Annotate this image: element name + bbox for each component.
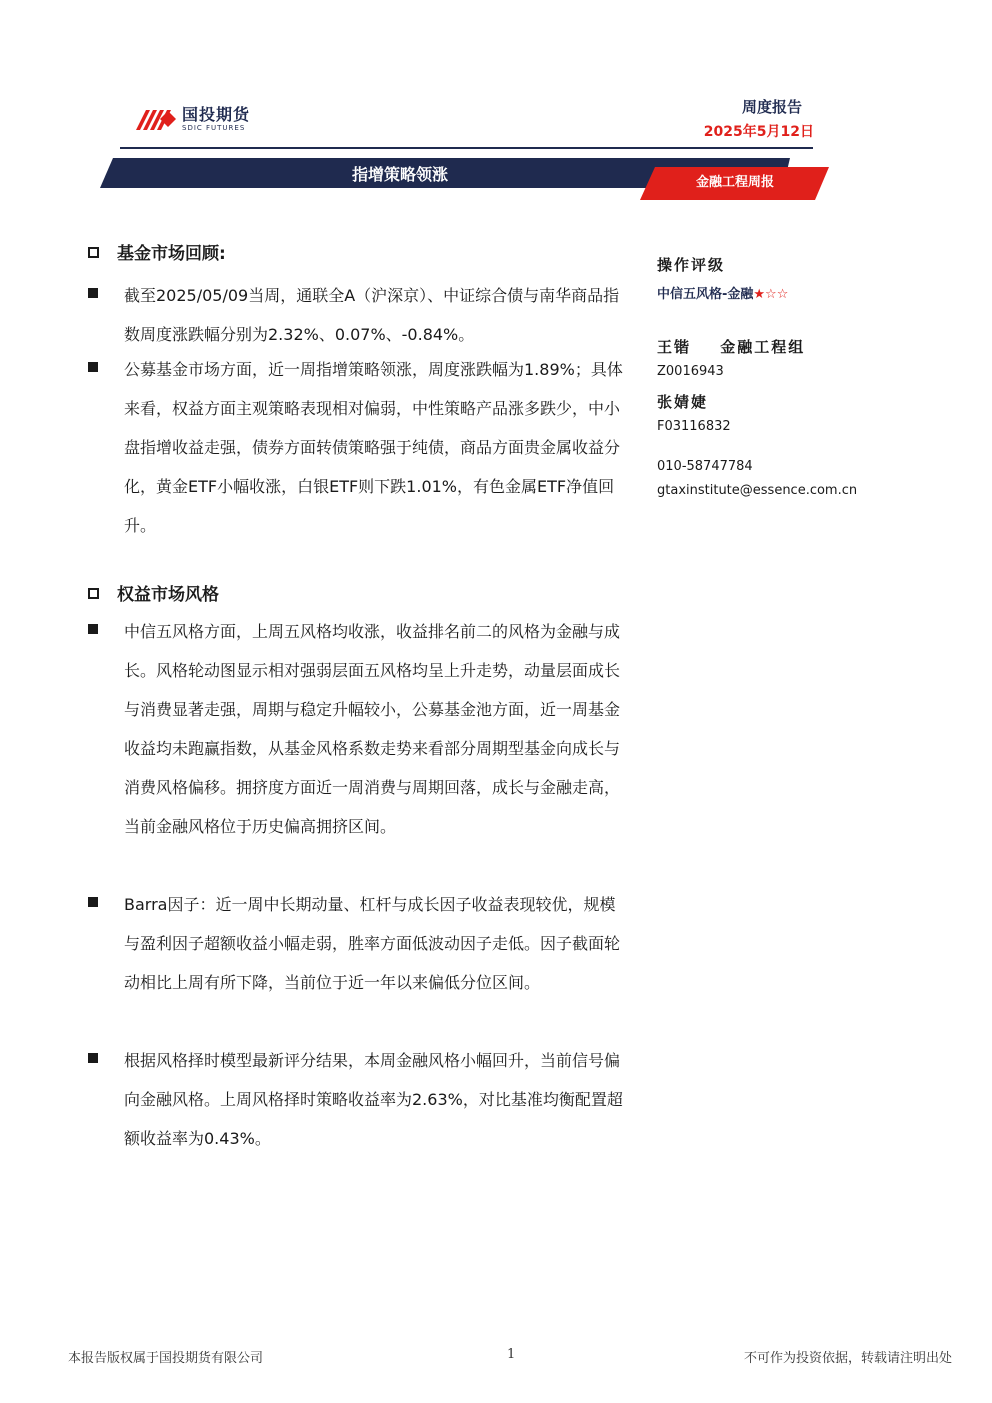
- rating-line: [657, 283, 788, 302]
- bullet-text: 中信五风格方面，上周五风格均收涨，收益排名前二的风格为金融与成长。风格轮动图显示相对强弱层面五风格均呈上升走势，动量层面成长与消费显著走强，周期与稳定升幅较小，公募基金池方面，近一周基金收益均未跑赢指数，从基金风格系数走势来看部分周期型基金向成长与消费风格偏移。拥挤度方面近一周消费与周期回落，成长与金融走高，当前金融风格位于历史偏高拥挤区间。: [124, 622, 621, 836]
- report-series-tag: 金融工程周报: [695, 175, 774, 190]
- team-name: 金融工程组: [720, 338, 806, 356]
- author-id: Z0016943: [657, 364, 724, 379]
- logo-en-text: SDIC FUTURES: [182, 123, 246, 132]
- report-title: 指增策略领涨: [351, 165, 448, 184]
- section-heading-equity-style: 权益市场风格: [88, 580, 219, 605]
- rating-title: 操作评级: [657, 256, 726, 274]
- list-item: [88, 276, 628, 354]
- bullet-text: 截至2025/05/09当周，通联全A（沪深京）、中证综合债与南华商品指数周度涨跌幅分别为2.32%、0.07%、-0.84%。: [124, 286, 620, 344]
- rating-stars-icon: ★☆☆: [753, 287, 789, 302]
- author-name-2: 张婧婕: [657, 393, 709, 411]
- report-date: 2025年5月12日: [703, 124, 814, 140]
- checkbox-square-icon: [88, 588, 99, 599]
- page-number: 1: [507, 1347, 516, 1362]
- company-logo: [134, 106, 250, 132]
- square-bullet-icon: [88, 288, 98, 298]
- bullet-text: Barra因子：近一周中长期动量、杠杆与成长因子收益表现较优，规模与盈利因子超额收益小幅走弱，胜率方面低波动因子走低。因子截面轮动相比上周有所下降，当前位于近一年以来偏低分位区间。: [124, 895, 621, 992]
- header-divider: [120, 147, 813, 149]
- report-type: 周度报告: [741, 98, 802, 116]
- logo-cn-text: 国投期货: [182, 104, 251, 124]
- contact-email: gtaxinstitute@essence.com.cn: [657, 483, 858, 498]
- company-logo-icon: [134, 106, 178, 132]
- list-item: [88, 350, 628, 545]
- rating-label: 中信五风格-金融: [657, 287, 754, 302]
- bullet-text: 公募基金市场方面，近一周指增策略领涨，周度涨跌幅为1.89%；具体来看，权益方面主观策略表现相对偏弱，中性策略产品涨多跌少，中小盘指增收益走强，债券方面转债策略强于纯债，商品方面贵金属收益分化，黄金ETF小幅收涨，白银ETF则下跌1.01%，有色金属ETF净值回升。: [124, 360, 623, 535]
- checkbox-square-icon: [88, 247, 99, 258]
- author-id-2: F03116832: [657, 419, 731, 434]
- square-bullet-icon: [88, 362, 98, 372]
- author-line: [657, 336, 805, 357]
- square-bullet-icon: [88, 897, 98, 907]
- list-item: [88, 885, 628, 1002]
- footer-disclaimer: 不可作为投资依据，转载请注明出处: [743, 1351, 952, 1366]
- section-heading-fund-market: 基金市场回顾:: [88, 239, 226, 264]
- list-item: [88, 1041, 628, 1158]
- contact-phone: 010-58747784: [657, 459, 753, 474]
- square-bullet-icon: [88, 624, 98, 634]
- list-item: [88, 612, 628, 846]
- square-bullet-icon: [88, 1053, 98, 1063]
- bullet-text: 根据风格择时模型最新评分结果，本周金融风格小幅回升，当前信号偏向金融风格。上周风格择时策略收益率为2.63%，对比基准均衡配置超额收益率为0.43%。: [124, 1051, 623, 1148]
- author-name: 王锴: [657, 338, 692, 356]
- footer-copyright: 本报告版权属于国投期货有限公司: [68, 1351, 264, 1366]
